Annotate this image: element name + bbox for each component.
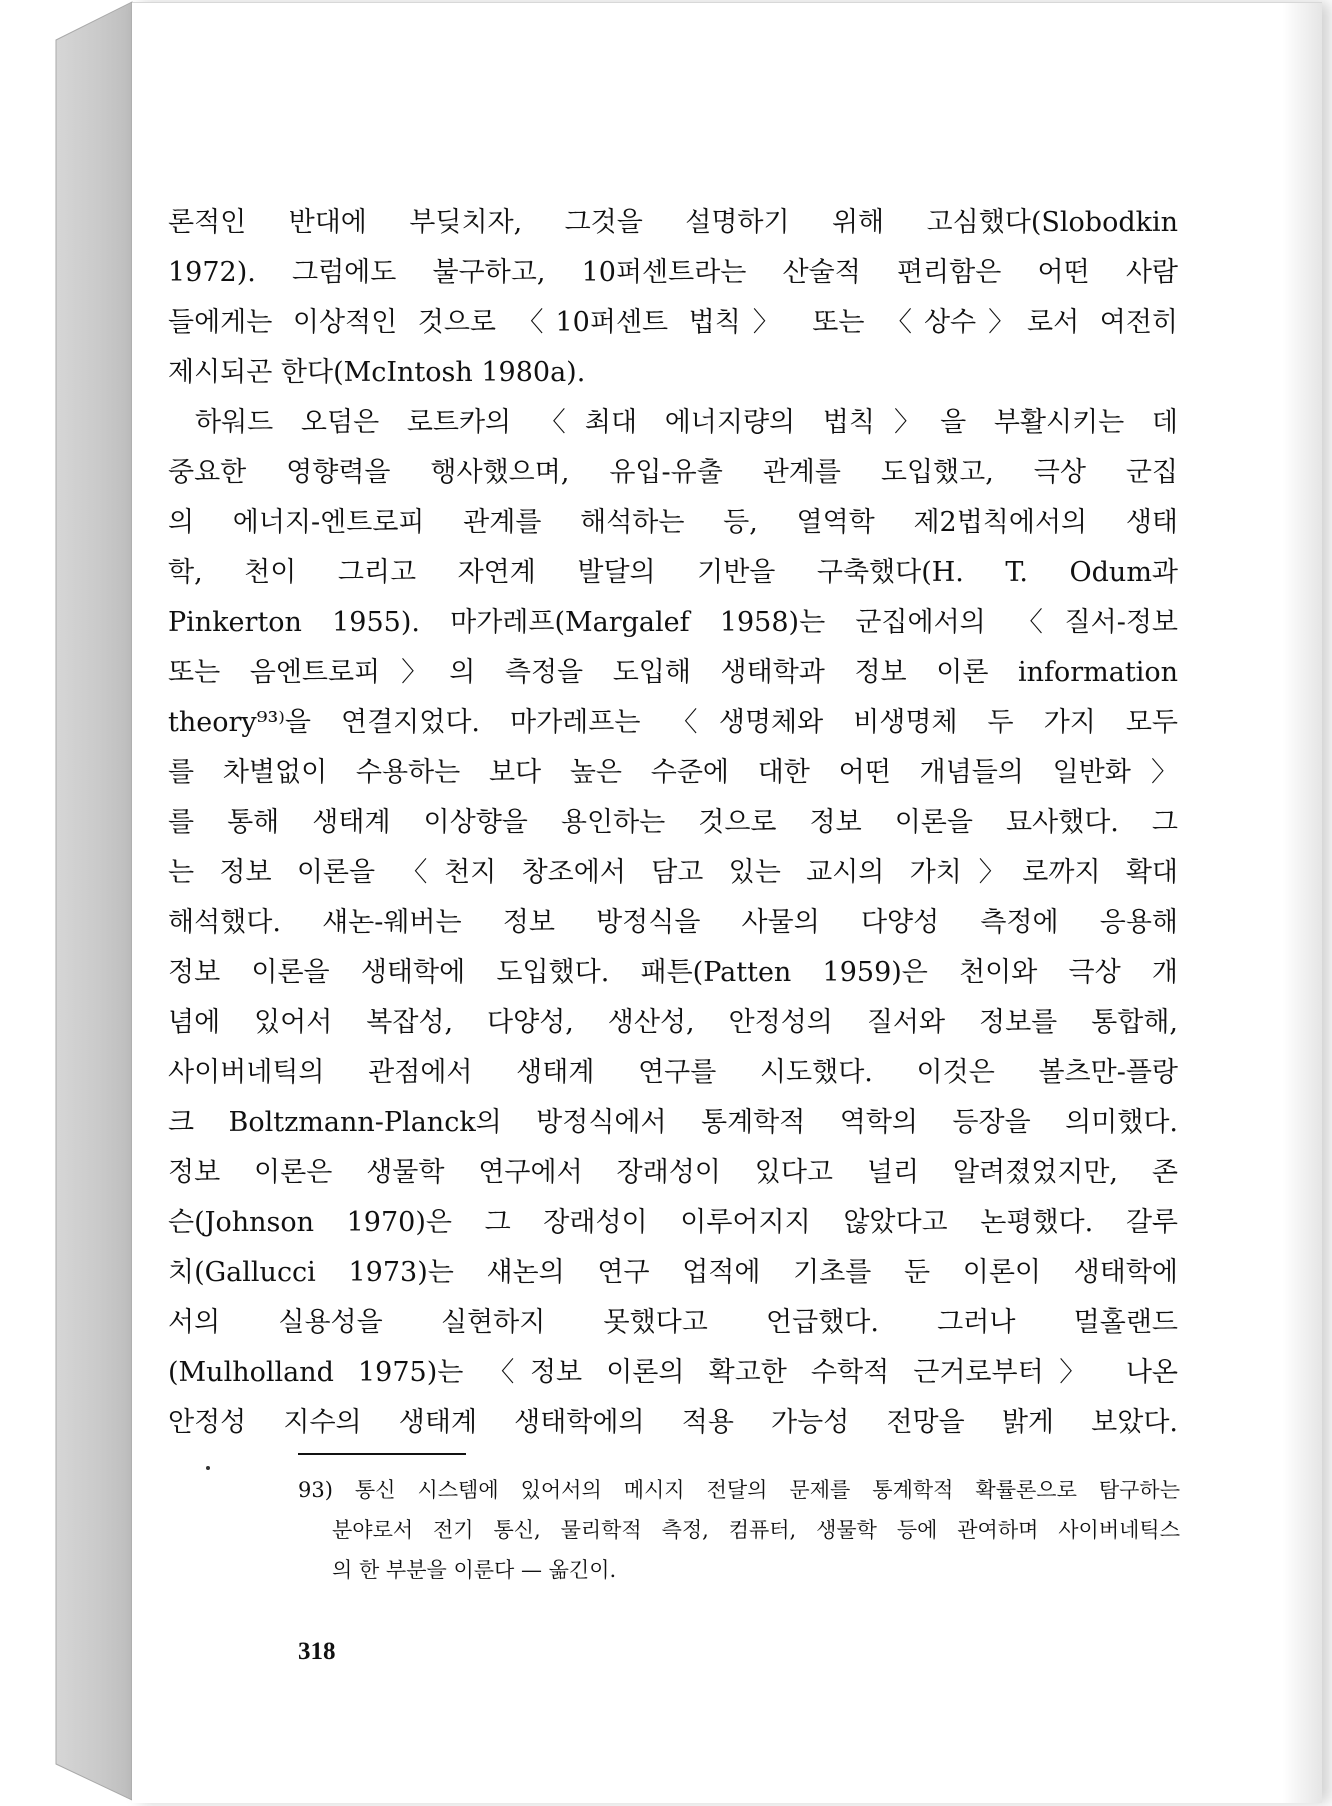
footnote (298, 1470, 1180, 1590)
text-line: 정보 이론을 생태학에 도입했다. 패튼(Patten 1959)은 천이와 극상 개 (168, 957, 1178, 988)
text-line: theory⁹³⁾을 연결지었다. 마가레프는 〈생명체와 비생명체 두 가지 모두 (168, 707, 1178, 738)
text-line: 크 Boltzmann-Planck의 방정식에서 통계학적 역학의 등장을 의미했다. (168, 1107, 1178, 1138)
text-line: 1972). 그럼에도 불구하고, 10퍼센트라는 산술적 편리함은 어떤 사람 (168, 257, 1178, 288)
footnote-line: 93) 통신 시스템에 있어서의 메시지 전달의 문제를 통계학적 확률론으로 탐구하는 (298, 1478, 1180, 1502)
text-line: 학, 천이 그리고 자연계 발달의 기반을 구축했다(H. T. Odum과 (168, 557, 1178, 588)
text-line: 치(Gallucci 1973)는 섀논의 연구 업적에 기초를 둔 이론이 생태학에 (168, 1257, 1178, 1288)
page-number: 318 (298, 1638, 336, 1665)
text-line: 는 정보 이론을 〈천지 창조에서 담고 있는 교시의 가치〉로까지 확대 (168, 857, 1178, 888)
text-line: 제시되곤 한다(McIntosh 1980a). (168, 357, 586, 388)
text-line: 슨(Johnson 1970)은 그 장래성이 이루어지지 않았다고 논평했다. 갈루 (168, 1207, 1178, 1238)
text-line: 해석했다. 섀논-웨버는 정보 방정식을 사물의 다양성 측정에 응용해 (168, 907, 1178, 938)
footnote-divider (298, 1453, 466, 1455)
text-line: 념에 있어서 복잡성, 다양성, 생산성, 안정성의 질서와 정보를 통합해, (168, 1007, 1178, 1038)
text-line: 를 통해 생태계 이상향을 용인하는 것으로 정보 이론을 묘사했다. 그 (168, 807, 1178, 838)
text-line: 중요한 영향력을 행사했으며, 유입-유출 관계를 도입했고, 극상 군집 (168, 457, 1178, 488)
text-line: 를 차별없이 수용하는 보다 높은 수준에 대한 어떤 개념들의 일반화〉 (168, 757, 1178, 788)
text-line: 하워드 오덤은 로트카의 〈최대 에너지량의 법칙〉을 부활시키는 데 (195, 407, 1178, 438)
footnote-line: 분야로서 전기 통신, 물리학적 측정, 컴퓨터, 생물학 등에 관여하며 사이버네틱스 (332, 1518, 1180, 1542)
page-edge-shadow (1282, 3, 1322, 1803)
book-side-face (0, 0, 140, 1806)
scan-speck (206, 1466, 210, 1470)
body-text (168, 198, 1178, 1448)
footnote-line: 의 한 부분을 이룬다 — 옮긴이. (332, 1558, 617, 1582)
text-line: (Mulholland 1975)는 〈정보 이론의 확고한 수학적 근거로부터〉 나온 (168, 1357, 1178, 1388)
text-line: 사이버네틱의 관점에서 생태계 연구를 시도했다. 이것은 볼츠만-플랑 (168, 1057, 1178, 1088)
text-line: 정보 이론은 생물학 연구에서 장래성이 있다고 널리 알려졌었지만, 존 (168, 1157, 1178, 1188)
text-line: 론적인 반대에 부딪치자, 그것을 설명하기 위해 고심했다(Slobodkin (168, 207, 1178, 238)
book-side-graphic (0, 0, 140, 1806)
text-line: Pinkerton 1955). 마가레프(Margalef 1958)는 군집에서의 〈질서-정보 (168, 607, 1178, 638)
text-line: 안정성 지수의 생태계 생태학에의 적용 가능성 전망을 밝게 보았다. (168, 1407, 1178, 1438)
text-line: 의 에너지-엔트로피 관계를 해석하는 등, 열역학 제2법칙에서의 생태 (168, 507, 1178, 538)
text-line: 서의 실용성을 실현하지 못했다고 언급했다. 그러나 멀홀랜드 (168, 1307, 1178, 1338)
text-line: 들에게는 이상적인 것으로 〈10퍼센트 법칙〉 또는 〈상수〉로서 여전히 (168, 307, 1178, 338)
text-line: 또는 음엔트로피〉의 측정을 도입해 생태학과 정보 이론 information (168, 657, 1178, 688)
